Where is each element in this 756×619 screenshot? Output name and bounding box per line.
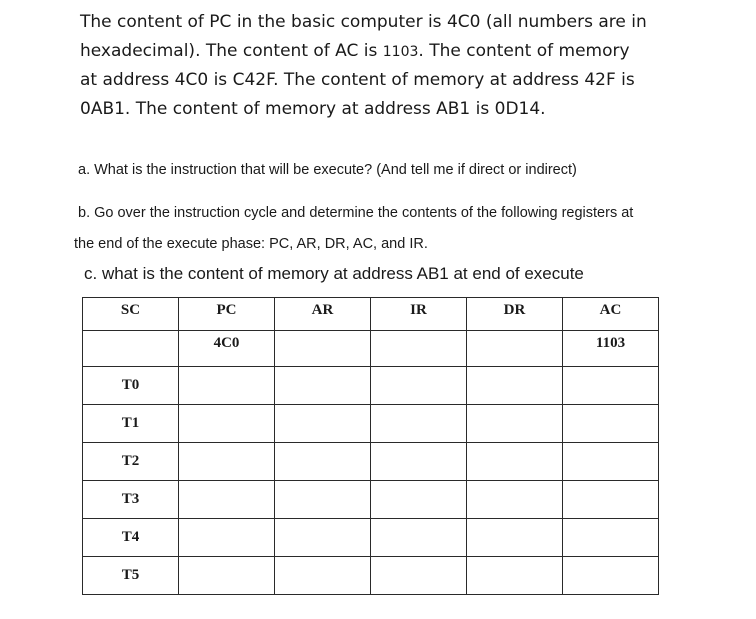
question-a: a. What is the instruction that will be execute? (And tell me if direct or indirect) (78, 162, 577, 178)
ir-cell (371, 367, 467, 405)
ar-cell (275, 405, 371, 443)
ac-cell (563, 519, 659, 557)
header-ar: AR (275, 298, 371, 331)
initial-row (83, 331, 659, 367)
question-b-line-2: the end of the execute phase: PC, AR, DR, AC, and IR. (74, 236, 428, 252)
table-row (83, 519, 659, 557)
pc-cell (179, 481, 275, 519)
pc-cell (179, 367, 275, 405)
intro-line-1: The content of PC in the basic computer is 4C0 (all numbers are in (80, 12, 647, 32)
header-ir: IR (371, 298, 467, 331)
sc-label: T3 (83, 481, 179, 519)
table-row (83, 367, 659, 405)
sc-label: T5 (83, 557, 179, 595)
intro-line-3: at address 4C0 is C42F. The content of memory at address 42F is (80, 70, 635, 90)
sc-label: T2 (83, 443, 179, 481)
table-row (83, 481, 659, 519)
ir-cell (371, 557, 467, 595)
register-table (82, 297, 659, 595)
intro-line-4: 0AB1. The content of memory at address AB1 is 0D14. (80, 98, 546, 119)
ar-cell (275, 443, 371, 481)
question-b-line-1: b. Go over the instruction cycle and determine the contents of the following registers at (78, 205, 634, 221)
header-pc: PC (179, 298, 275, 331)
sc-label: T1 (83, 405, 179, 443)
dr-cell (467, 519, 563, 557)
ir-cell (371, 519, 467, 557)
ir-cell (371, 443, 467, 481)
ir-cell (371, 405, 467, 443)
ar-cell (275, 481, 371, 519)
ac-value: 1103 (382, 43, 419, 60)
ar-cell (275, 367, 371, 405)
pc-cell (179, 405, 275, 443)
table-row (83, 405, 659, 443)
dr-cell (467, 557, 563, 595)
problem-statement (80, 8, 740, 123)
header-sc: SC (83, 298, 179, 331)
dr-cell (467, 405, 563, 443)
dr-cell (467, 443, 563, 481)
intro-line-2: hexadecimal). The content of AC is 1103. The content of memory (80, 40, 630, 61)
header-row (83, 298, 659, 331)
pc-cell (179, 557, 275, 595)
ac-cell (563, 557, 659, 595)
ar-cell (275, 557, 371, 595)
table-row (83, 443, 659, 481)
ac-cell (563, 481, 659, 519)
ac-cell (563, 367, 659, 405)
ac-cell (563, 405, 659, 443)
table-row (83, 557, 659, 595)
dr-cell (467, 481, 563, 519)
initial-sc-cell (83, 331, 179, 367)
initial-ac-cell: 1103 (563, 331, 659, 367)
sc-label: T0 (83, 367, 179, 405)
sc-label: T4 (83, 519, 179, 557)
ar-cell (275, 519, 371, 557)
header-dr: DR (467, 298, 563, 331)
question-c: c. what is the content of memory at address AB1 at end of execute (84, 264, 584, 283)
ac-cell (563, 443, 659, 481)
header-ac: AC (563, 298, 659, 331)
dr-cell (467, 367, 563, 405)
initial-pc-cell: 4C0 (179, 331, 275, 367)
initial-ir-cell (371, 331, 467, 367)
initial-ar-cell (275, 331, 371, 367)
initial-dr-cell (467, 331, 563, 367)
pc-cell (179, 519, 275, 557)
ir-cell (371, 481, 467, 519)
pc-cell (179, 443, 275, 481)
